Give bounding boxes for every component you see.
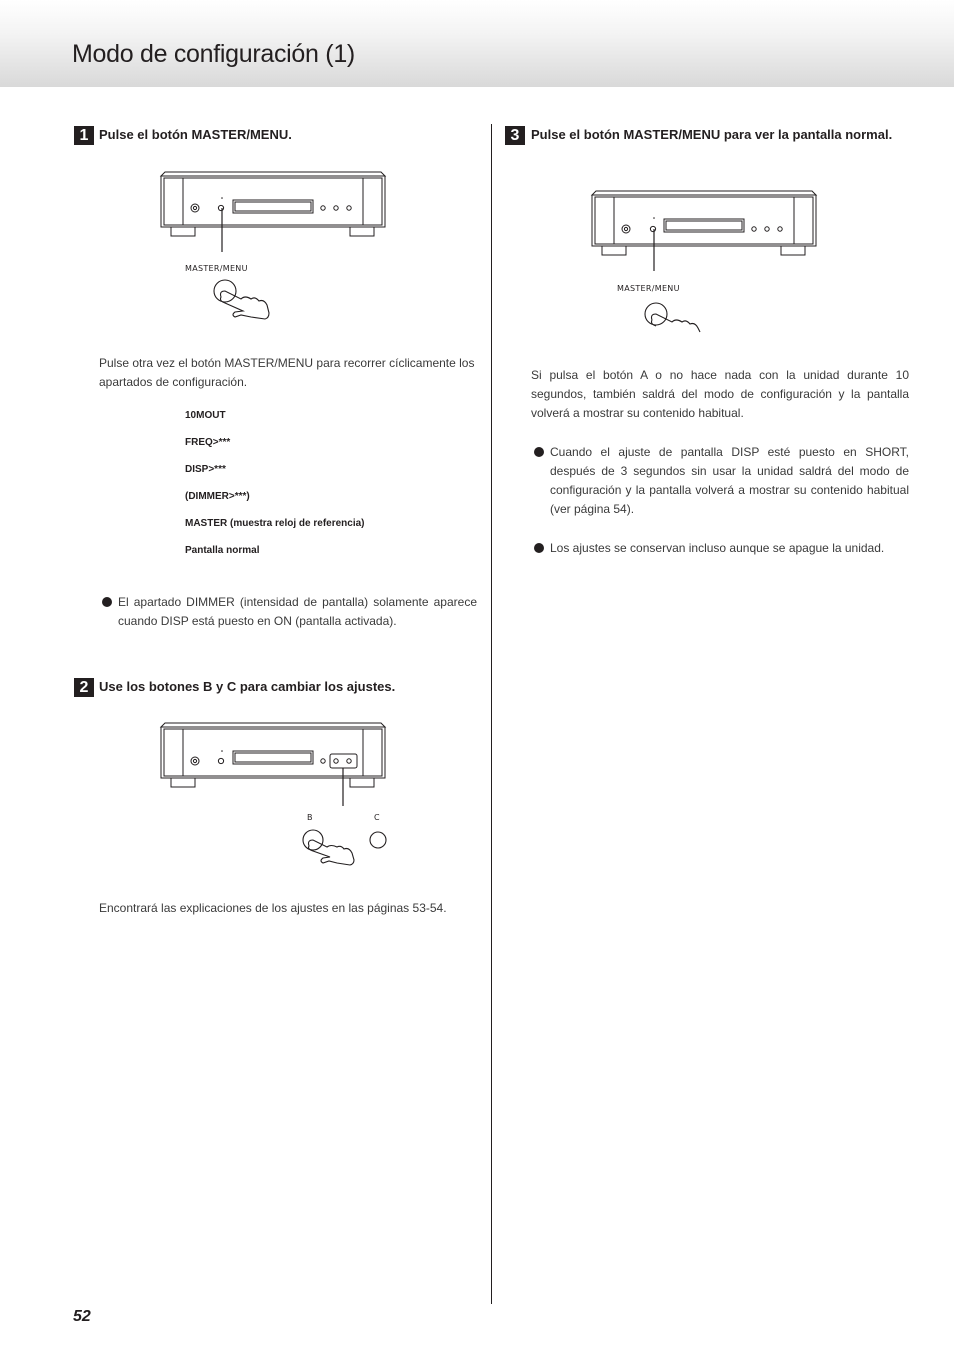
bullet-icon bbox=[534, 447, 544, 457]
page-number: 52 bbox=[73, 1308, 91, 1325]
step-2-number: 2 bbox=[74, 678, 94, 697]
step-3-heading: Pulse el botón MASTER/MENU para ver la pantalla normal. bbox=[531, 127, 893, 142]
step-3-text: Si pulsa el botón A o no hace nada con la unidad durante 10 segundos, también saldrá del modo de configuración y la pantalla volverá a mostrar su contenido habitual. bbox=[531, 368, 909, 420]
step-1-heading: Pulse el botón MASTER/MENU. bbox=[99, 127, 292, 142]
button-c-label: C bbox=[374, 813, 380, 822]
step-3-note-2-text: Los ajustes se conservan incluso aunque se apague la unidad. bbox=[550, 541, 885, 555]
column-divider bbox=[491, 124, 492, 1304]
list-item: DISP>*** bbox=[185, 464, 226, 475]
button-b-label: B bbox=[307, 813, 313, 822]
bullet-icon bbox=[102, 597, 112, 607]
list-item: MASTER (muestra reloj de referencia) bbox=[185, 518, 365, 529]
step-2-text: Encontrará las explicaciones de los ajustes en las páginas 53-54. bbox=[99, 901, 447, 915]
step-1-note bbox=[102, 593, 477, 631]
step-3-number: 3 bbox=[505, 126, 525, 145]
list-item: 10MOUT bbox=[185, 410, 226, 421]
step-3-note-2 bbox=[534, 539, 909, 558]
step-3-note-1 bbox=[534, 443, 909, 519]
page-header bbox=[0, 0, 954, 87]
settings-sequence-list bbox=[185, 410, 365, 572]
master-menu-label: MASTER/MENU bbox=[185, 264, 248, 273]
list-item: Pantalla normal bbox=[185, 545, 260, 556]
device-illustration-step-3 bbox=[586, 184, 826, 334]
device-illustration-step-1 bbox=[155, 165, 395, 325]
step-1-intro: Pulse otra vez el botón MASTER/MENU para recorrer cíclicamente los apartados de configuración. bbox=[99, 356, 475, 389]
list-item: (DIMMER>***) bbox=[185, 491, 250, 502]
list-item: FREQ>*** bbox=[185, 437, 231, 448]
page-title: Modo de configuración (1) bbox=[72, 40, 355, 68]
step-2-heading: Use los botones B y C para cambiar los ajustes. bbox=[99, 679, 396, 694]
master-menu-label: MASTER/MENU bbox=[617, 284, 680, 293]
device-illustration-step-2 bbox=[155, 716, 395, 866]
bullet-icon bbox=[534, 543, 544, 553]
step-1-number: 1 bbox=[74, 126, 94, 145]
step-3-note-1-text: Cuando el ajuste de pantalla DISP esté puesto en SHORT, después de 3 segundos sin usar la unidad saldrá del modo de configuración y la pantalla volverá a mostrar su contenido habitual (ver página 54). bbox=[550, 445, 909, 516]
step-1-note-text: El apartado DIMMER (intensidad de pantalla) solamente aparece cuando DISP está puesto en ON (pantalla activada). bbox=[118, 595, 477, 628]
